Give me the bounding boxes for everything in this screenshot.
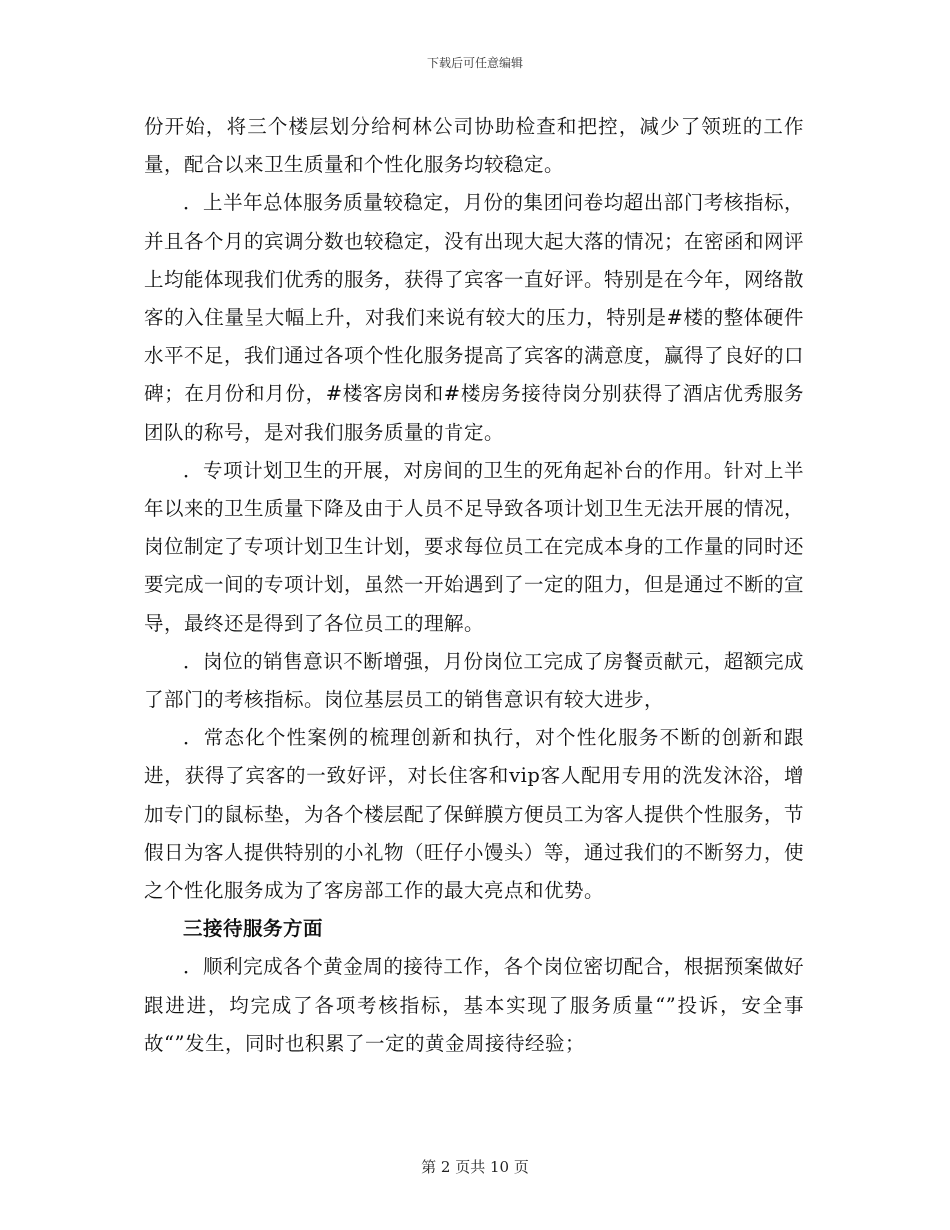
- paragraph-continuation: 份开始，将三个楼层划分给柯林公司协助检查和把控，减少了领班的工作量，配合以来卫生质量和个性化服务均较稳定。: [144, 115, 804, 177]
- page-header: 下载后可任意编辑: [426, 56, 523, 70]
- section-heading: 三接待服务方面: [183, 917, 324, 941]
- paragraph-reception: ．顺利完成各个黄金周的接待工作，各个岗位密切配合，根据预案做好跟进进，均完成了各项考核指标，基本实现了服务质量“”投诉，安全事故“”发生，同时也积累了一定的黄金周接待经验；: [144, 955, 804, 1055]
- paragraph-personalized-service: ．常态化个性案例的梳理创新和执行，对个性化服务不断的创新和跟进，获得了宾客的一致好评，对长住客和vip客人配用专用的洗发沐浴，增加专门的鼠标垫，为各个楼层配了保鲜膜方便员工为客人提供个性服务，节假日为客人提供特别的小礼物（旺仔小馒头）等，通过我们的不断努力，使之个性化服务成为了客房部工作的最大亮点和优势。: [144, 726, 805, 903]
- paragraph-sales-awareness: ．岗位的销售意识不断增强，月份岗位工完成了房餐贡献元，超额完成了部门的考核指标。岗位基层员工的销售意识有较大进步，: [144, 649, 804, 712]
- document-body: [144, 108, 804, 1063]
- paragraph-special-cleaning: ．专项计划卫生的开展，对房间的卫生的死角起补台的作用。针对上半年以来的卫生质量下降及由于人员不足导致各项计划卫生无法开展的情况，岗位制定了专项计划卫生计划，要求每位员工在完成本身的工作量的同时还要完成一间的专项计划，虽然一开始遇到了一定的阻力，但是通过不断的宣导，最终还是得到了各位员工的理解。: [144, 458, 805, 635]
- page-footer: 第 2 页共 10 页: [421, 1158, 529, 1176]
- paragraph-service-quality: ．上半年总体服务质量较稳定，月份的集团问卷均超出部门考核指标，并且各个月的宾调分数也较稳定，没有出现大起大落的情况；在密函和网评上均能体现我们优秀的服务，获得了宾客一直好评。特别是在今年，网络散客的入住量呈大幅上升，对我们来说有较大的压力，特别是#楼的整体硬件水平不足，我们通过各项个性化服务提高了宾客的满意度，赢得了良好的口碑；在月份和月份，#楼客房岗和#楼房务接待岗分别获得了酒店优秀服务团队的称号，是对我们服务质量的肯定。: [144, 191, 805, 444]
